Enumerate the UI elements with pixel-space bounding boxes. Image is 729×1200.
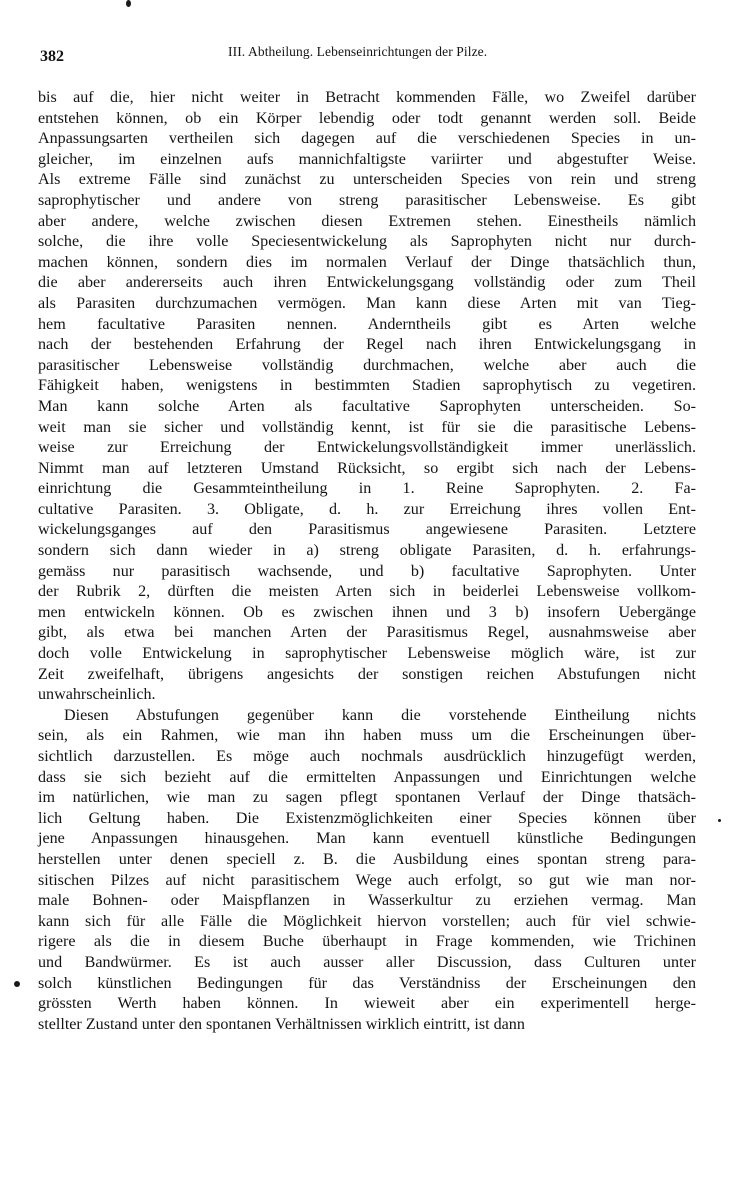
text-line: wickelungsganges auf den Parasitismus angewiesene Parasiten. Letztere [38,521,696,539]
text-line: men entwickeln können. Ob es zwischen ihnen und 3 b) insofern Uebergänge [38,603,696,621]
text-line: stellter Zustand unter den spontanen Verhältnissen wirklich eintritt, ist dann [38,1015,525,1033]
text-line: nach der bestehenden Erfahrung der Regel nach ihren Entwickelungsgang in [38,336,696,354]
text-line: machen können, sondern dies im normalen Verlauf der Dinge thatsächlich thun, [38,253,696,271]
running-head [38,40,696,68]
body-text [38,88,696,1035]
text-line: gleicher, im einzelnen aufs mannichfaltigste variirter und abgestufter Weise. [38,150,696,168]
text-line: der Rubrik 2, dürften die meisten Arten sich in beiderlei Lebensweise vollkom- [38,583,696,601]
text-line: weise zur Erreichung der Entwickelungsvollständigkeit immer unerlässlich. [38,439,696,457]
text-line: Nimmt man auf letzteren Umstand Rücksicht, so ergibt sich nach der Lebens- [38,459,696,477]
scan-speck [14,981,20,987]
text-line: rigere als die in diesem Buche überhaupt in Frage kommenden, wie Trichinen [38,933,696,951]
text-line: Diesen Abstufungen gegenüber kann die vorstehende Eintheilung nichts [64,706,696,724]
text-line: grössten Werth haben können. In wieweit aber ein experimentell herge- [38,995,696,1013]
scan-speck [126,0,131,7]
text-line: sitischen Pilzes auf nicht parasitischem Wege auch erfolgt, so gut wie man nor- [38,871,696,889]
text-line: gemäss nur parasitisch wachsende, und b) facultative Saprophyten. Unter [38,562,696,580]
text-line: weit man sie sicher und vollständig kennt, ist für sie die parasitische Lebens- [38,418,696,436]
text-line: unwahrscheinlich. [38,686,156,704]
text-line: bis auf die, hier nicht weiter in Betracht kommenden Fälle, wo Zweifel darüber [38,89,696,106]
text-line: Zeit zweifelhaft, übrigens angesichts der sonstigen reichen Abstufungen nicht [38,665,696,683]
text-line: solche, die ihre volle Speciesentwickelung als Saprophyten nicht nur durch- [38,233,696,251]
text-line: parasitischer Lebensweise vollständig durchmachen, welche aber auch die [38,356,696,374]
text-line: sichtlich darzustellen. Es möge auch nochmals ausdrücklich hinzugefügt werden, [38,748,696,765]
text-line: cultative Parasiten. 3. Obligate, d. h. zur Erreichung ihres vollen Ent- [38,500,696,518]
book-page [38,40,696,1170]
scan-speck [718,819,721,822]
text-line: herstellen unter denen speciell z. B. die Ausbildung eines spontan streng para- [38,850,696,868]
text-line: solch künstlichen Bedingungen für das Verständniss der Erscheinungen den [38,974,696,992]
text-line: dass sie sich bezieht auf die ermittelten Anpassungen und Einrichtungen welche [38,768,696,786]
text-line: aber andere, welche zwischen diesen Extremen stehen. Einestheils nämlich [38,212,696,230]
page-number: 382 [40,48,64,65]
text-line: lich Geltung haben. Die Existenzmöglichkeiten einer Species können über [38,809,696,827]
text-line: hem facultative Parasiten nennen. Anderntheils gibt es Arten welche [38,315,696,333]
text-line: und Bandwürmer. Es ist auch ausser aller Discussion, dass Culturen unter [38,953,696,971]
text-line: doch volle Entwickelung in saprophytischer Lebensweise möglich wäre, ist zur [38,645,696,663]
text-line: Anpassungsarten vertheilen sich dagegen auf die verschiedenen Species in un- [38,130,696,148]
paragraph [38,706,696,1036]
text-line: Man kann solche Arten als facultative Saprophyten unterscheiden. So- [38,397,696,415]
text-line: gibt, als etwa bei manchen Arten der Parasitismus Regel, ausnahmsweise aber [38,624,696,642]
running-title: III. Abtheilung. Lebenseinrichtungen der Pilze. [228,44,488,59]
text-line: saprophytischer und andere von streng parasitischer Lebensweise. Es gibt [38,191,696,209]
text-line: Als extreme Fälle sind zunächst zu unterscheiden Species von rein und streng [38,171,696,189]
text-line: die aber andererseits auch ihren Entwickelungsgang vollständig oder zum Theil [38,274,696,292]
paragraph [38,88,696,706]
text-line: im natürlichen, wie man zu sagen pflegt spontanen Verlauf der Dinge thatsäch- [38,789,696,807]
text-line: als Parasiten durchzumachen vermögen. Man kann diese Arten mit van Tieg- [38,294,696,312]
text-line: jene Anpassungen hinausgehen. Man kann eventuell künstliche Bedingungen [38,830,696,848]
text-line: sein, als ein Rahmen, wie man ihn haben muss um die Erscheinungen über- [38,727,696,745]
text-line: sondern sich dann wieder in a) streng obligate Parasiten, d. h. erfahrungs- [38,542,696,560]
text-line: male Bohnen- oder Maispflanzen in Wasserkultur zu erziehen vermag. Man [38,892,696,910]
text-line: Fähigkeit haben, wenigstens in bestimmten Stadien saprophytisch zu vegetiren. [38,377,696,395]
text-line: einrichtung die Gesammteintheilung in 1. Reine Saprophyten. 2. Fa- [38,480,696,498]
text-line: kann sich für alle Fälle die Möglichkeit hiervon vorstellen; auch für viel schwie- [38,912,696,930]
text-line: entstehen können, ob ein Körper lebendig oder todt genannt werden soll. Beide [38,109,696,127]
